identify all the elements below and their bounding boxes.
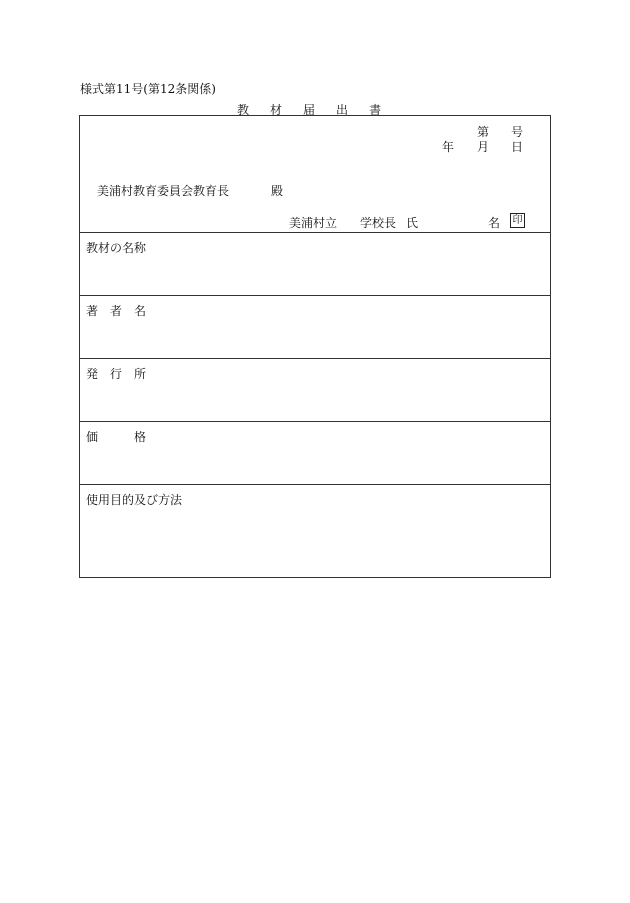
purpose-row	[80, 485, 550, 578]
title-char: 教	[237, 103, 250, 117]
school-prefix: 美浦村立	[289, 216, 338, 230]
title-char: 届	[303, 103, 316, 117]
publisher-label: 発 行 所	[86, 367, 147, 381]
author-label: 著 者 名	[86, 304, 147, 318]
date-month-label: 月	[477, 140, 490, 154]
author-row	[80, 296, 550, 359]
title-char: 書	[369, 103, 382, 117]
seal-box: 印	[510, 213, 525, 228]
material-name-row	[80, 233, 550, 296]
price-label: 価 格	[86, 430, 147, 444]
name-label-mei: 名	[488, 216, 501, 230]
date-day-label: 日	[511, 140, 524, 154]
purpose-label: 使用目的及び方法	[86, 493, 183, 507]
publisher-row	[80, 359, 550, 422]
recipient-name: 美浦村教育委員会教育長	[97, 184, 230, 198]
name-label-shi: 氏	[406, 216, 419, 230]
price-row	[80, 422, 550, 485]
title-char: 材	[270, 103, 283, 117]
form-number: 様式第11号(第12条関係)	[80, 82, 216, 96]
notice-section	[80, 116, 550, 233]
form-table	[79, 115, 551, 578]
date-year-label: 年	[442, 140, 455, 154]
title-char: 出	[336, 103, 349, 117]
number-label-gou: 号	[511, 125, 524, 139]
number-label-dai: 第	[477, 125, 490, 139]
material-name-label: 教材の名称	[86, 241, 147, 255]
recipient-honorific: 殿	[271, 184, 284, 198]
principal-label: 学校長	[360, 216, 397, 230]
